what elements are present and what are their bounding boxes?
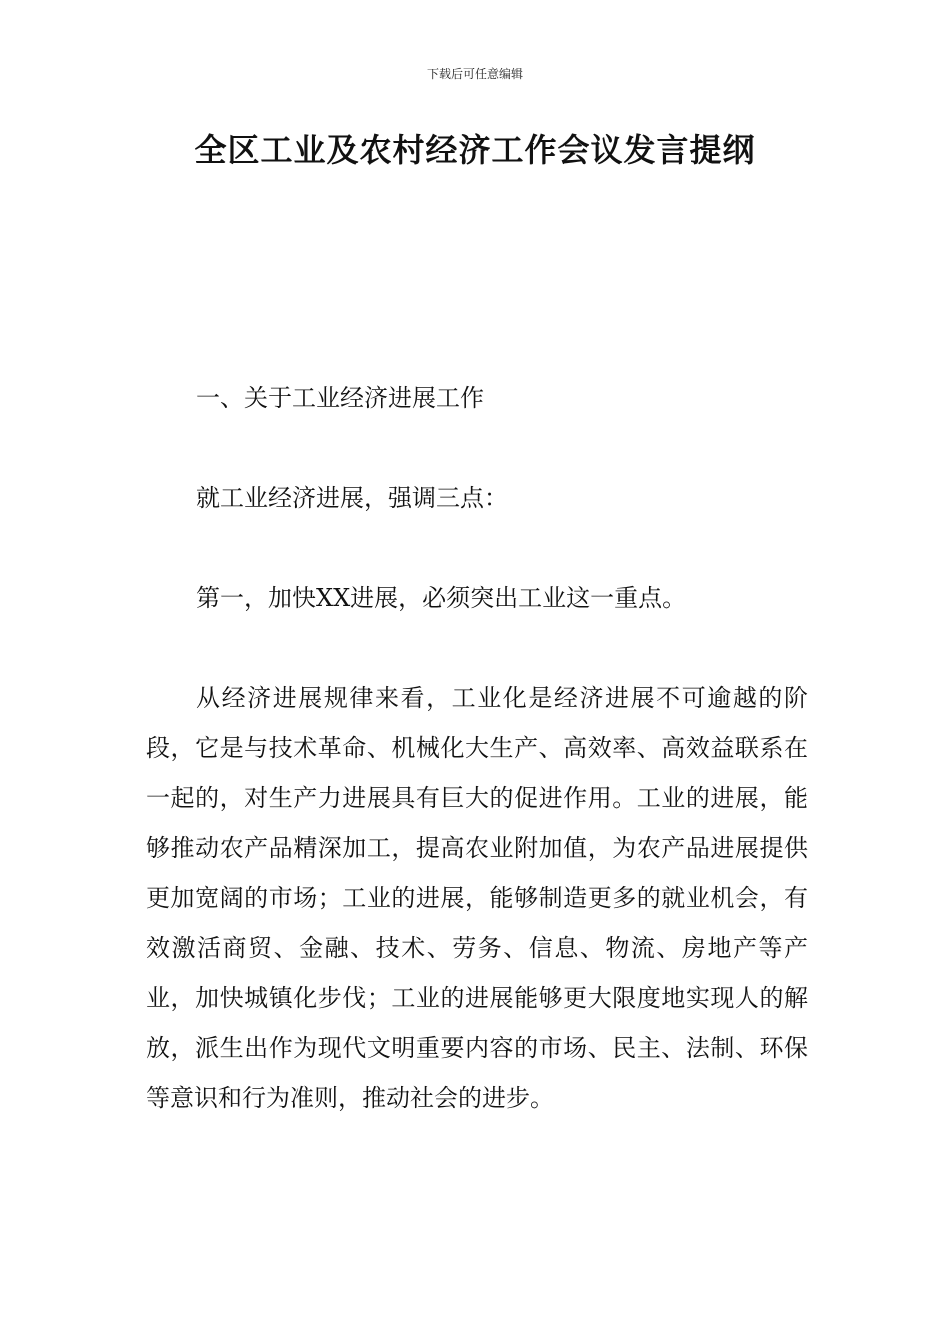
section-heading: 一、关于工业经济进展工作 <box>196 384 484 412</box>
header-note: 下载后可任意编辑 <box>426 67 523 81</box>
intro-paragraph: 就工业经济进展，强调三点： <box>196 484 508 512</box>
body-paragraph: 从经济进展规律来看，工业化是经济进展不可逾越的阶段，它是与技术革命、机械化大生产、高效率、高效益联系在一起的，对生产力进展具有巨大的促进作用。工业的进展，能够推动农产品精深加工，提高农业附加值，为农产品进展提供更加宽阔的市场；工业的进展，能够制造更多的就业机会，有效激活商贸、金融、技术、劳务、信息、物流、房地产等产业，加快城镇化步伐；工业的进展能够更大限度地实现人的解放，派生出作为现代文明重要内容的市场、民主、法制、环保等意识和行为准则，推动社会的进步。 <box>146 684 808 1112</box>
point-one-paragraph: 第一，加快XX进展，必须突出工业这一重点。 <box>196 584 687 612</box>
document-title: 全区工业及农村经济工作会议发言提纲 <box>194 131 756 169</box>
